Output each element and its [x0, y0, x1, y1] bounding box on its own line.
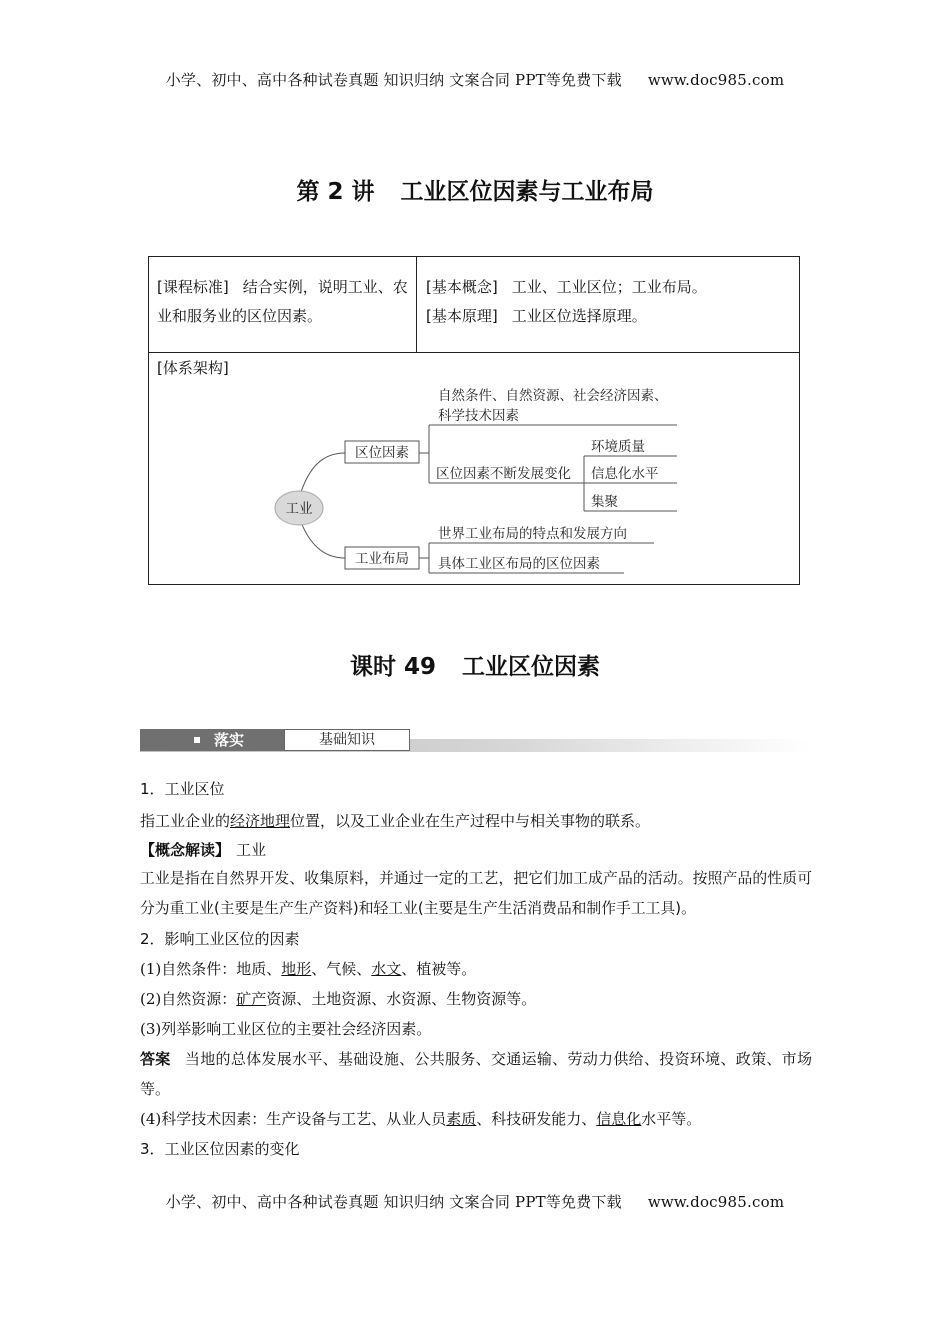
section-label2: 基础知识 [284, 729, 410, 751]
concept-text: 工业是指在自然界开发、收集原料，并通过一定的工艺，把它们加工成产品的活动。按照产品的性质可分为重工业(主要是生产生产资料)和轻工业(主要是生产生活消费品和制作手工工具)。 [140, 870, 812, 917]
standard-label: [课程标准] [157, 278, 229, 296]
footer-site[interactable]: www.doc985.com [647, 1193, 785, 1211]
footer-text: 小学、初中、高中各种试卷真题 知识归纳 文案合同 PPT等免费下载 [165, 1193, 622, 1211]
lesson-part1: 课时 49 [349, 654, 436, 680]
concept-heading [140, 836, 812, 864]
title-part2: 工业区位因素与工业布局 [400, 179, 654, 205]
page-header [0, 69, 950, 90]
answer-label: 答案 [140, 1050, 171, 1068]
b1-item1-line1: 自然条件、自然资源、社会经济因素、 [438, 388, 668, 404]
section-label1: 落实 [214, 731, 245, 749]
answer-text: 当地的总体发展水平、基础设施、公共服务、交通运输、劳动力供给、投资环境、政策、市场等。 [140, 1050, 812, 1098]
b2-item2: 具体工业区布局的区位因素 [438, 556, 600, 572]
factor4: (4)科学技术因素：生产设备与工艺、从业人员素质、科技研发能力、信息化水平等。 [140, 1110, 702, 1128]
section2-title: 2．影响工业区位的因素 [140, 930, 300, 948]
concept-title: 工业 [236, 841, 267, 859]
underlined-term: 经济地理 [230, 812, 291, 830]
b1-item2: 区位因素不断发展变化 [436, 466, 571, 482]
content-body [140, 775, 812, 1164]
branch1-label: 区位因素 [355, 445, 409, 461]
branch2-label: 工业布局 [355, 551, 409, 567]
factor3: (3)列举影响工业区位的主要社会经济因素。 [140, 1020, 432, 1038]
b2-item1: 世界工业布局的特点和发展方向 [438, 526, 627, 542]
concept-label: 【概念解读】 [140, 841, 231, 859]
concept-text: 工业、工业区位；工业布局。 [511, 278, 707, 296]
section1-title: 1．工业区位 [140, 780, 225, 798]
header-text: 小学、初中、高中各种试卷真题 知识归纳 文案合同 PPT等免费下载 [165, 71, 622, 89]
section1-text: 指工业企业的经济地理位置，以及工业企业在生产过程中与相关事物的联系。 [140, 812, 651, 830]
b1-sub1: 环境质量 [591, 439, 645, 455]
b1-item1-line2: 科学技术因素 [438, 408, 519, 424]
curriculum-standard-cell [149, 257, 417, 353]
concepts-cell [417, 257, 799, 353]
header-site[interactable]: www.doc985.com [647, 71, 785, 89]
standard-text: 结合实例，说明工业、农业和服务业的区位因素。 [157, 278, 408, 325]
framework-label: [体系架构] [157, 359, 229, 377]
principle-text: 工业区位选择原理。 [511, 307, 647, 325]
factor2: (2)自然资源：矿产资源、土地资源、水资源、生物资源等。 [140, 990, 537, 1008]
answer [140, 1044, 812, 1104]
page-title [0, 173, 950, 206]
framework-mindmap [149, 353, 799, 585]
square-bullet-icon [194, 737, 200, 743]
intro-table [148, 256, 800, 585]
section-bar [140, 729, 810, 752]
lesson-title [0, 648, 950, 681]
root-label: 工业 [285, 501, 313, 517]
section3-title: 3．工业区位因素的变化 [140, 1140, 300, 1158]
b1-sub2: 信息化水平 [591, 466, 659, 482]
title-part1: 第 2 讲 [296, 179, 375, 205]
b1-sub3: 集聚 [591, 494, 618, 510]
concept-label: [基本概念] [426, 278, 498, 296]
factor1: (1)自然条件：地质、地形、气候、水文、植被等。 [140, 960, 477, 978]
page-footer [0, 1191, 950, 1212]
section-bar-primary [140, 729, 284, 751]
lesson-part2: 工业区位因素 [462, 654, 600, 680]
principle-label: [基本原理] [426, 307, 498, 325]
